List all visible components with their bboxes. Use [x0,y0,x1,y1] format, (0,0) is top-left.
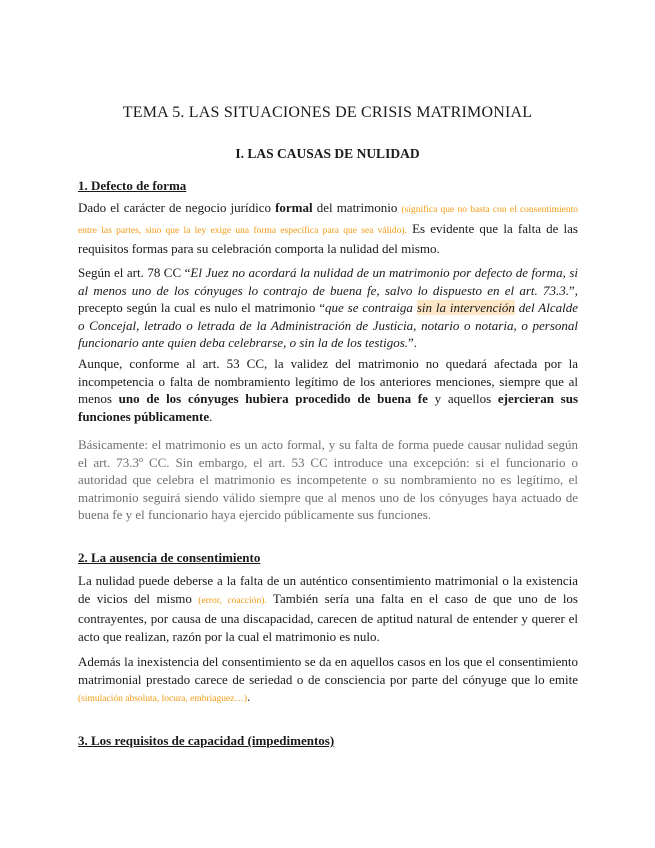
paragraph-art-78 [78,264,578,352]
section-title: I. LAS CAUSAS DE NULIDAD [235,146,420,161]
quote-text: que se contraiga [324,300,417,316]
text: ”. [408,335,418,351]
quote-text: del Alcalde o Concejal, letrado o letrada de la Administración de Justicia, notario o notaria, o personal funcionario ante quien deba celebrarse, o sin la de los testigos. [78,300,578,351]
paragraph-consent-inexistence [78,653,578,709]
text: . [247,689,251,705]
heading-defecto-de-forma: 1. Defecto de forma [78,178,187,193]
paragraph-summary: Básicamente: el matrimonio es un acto formal, y su falta de forma puede causar nulidad según el art. 73.3º CC. Sin embargo, el art. 53 CC introduce una excepción: si el funcionario o autoridad que celebra el matrimonio es incompetente o su nombramiento no es legítimo, el matrimonio seguirá siendo válido siempre que al menos uno de los cónyuges haya actuado de buena fe y el funcionario haya ejercido públicamente sus funciones. [78,437,578,523]
margin-note: (error, coacción). [198,595,267,606]
text: Según el art. 78 CC “ [78,265,191,280]
heading-ausencia-consentimiento: 2. La ausencia de consentimiento [78,550,261,565]
text: La nulidad puede deberse a la falta de un auténtico consentimiento matrimonial o la existencia de vicios del mismo [78,573,578,606]
quote-text: El Juez no acordará la nulidad de un matrimonio por defecto de forma, si al menos uno de los cónyuges lo contrajo de buena fe, salvo lo dispuesto en el art. 73.3. [78,265,578,298]
margin-note: (simulación absoluta, locura, embriaguez…) [78,694,248,705]
bold-text: uno de los cónyuges hubiera procedido de buena fe [118,391,428,407]
highlighted-text: sin la intervención [416,300,515,316]
text: También sería una falta en el caso de que uno de los contrayentes, por causa de una discapacidad, carecen de aptitud natural de entender y querer el acto que realizan, razón por la cual el matrimonio es nulo. [78,590,578,644]
text: Es evidente que la falta de las requisitos formas para su celebración comporta la nulidad del mismo. [78,220,578,257]
bold-text: ejercieran sus funciones públicamente [78,391,578,424]
bold-text: formal [275,200,313,215]
text: Aunque, conforme al art. 53 CC, la validez del matrimonio no quedará afectada por la incompetencia o falta de nombramiento legítimo de los anteriores menciones, siempre que al menos [78,356,578,407]
paragraph-art-53 [78,355,578,425]
heading-requisitos-capacidad: 3. Los requisitos de capacidad (impedimentos) [78,733,335,748]
text: . [209,408,213,424]
text: Dado el carácter de negocio jurídico [78,200,276,215]
text: del matrimonio [312,200,402,215]
text: Además la inexistencia del consentimiento se da en aquellos casos en los que el consentimiento matrimonial prestado carece de seriedad o de consciencia por parte del cónyuge que lo emite [78,654,578,687]
text: y aquellos [427,391,498,407]
paragraph-formal-nature [78,199,578,258]
document-title: TEMA 5. LAS SITUACIONES DE CRISIS MATRIMONIAL [122,104,533,121]
text: ”, precepto según la cual es nulo el matrimonio “ [78,282,578,316]
paragraph-consent-vices [78,572,578,645]
margin-note: (significa que no basta con el consentimiento entre las partes, sino que la ley exige una forma específica para que sea válido). [78,205,578,236]
